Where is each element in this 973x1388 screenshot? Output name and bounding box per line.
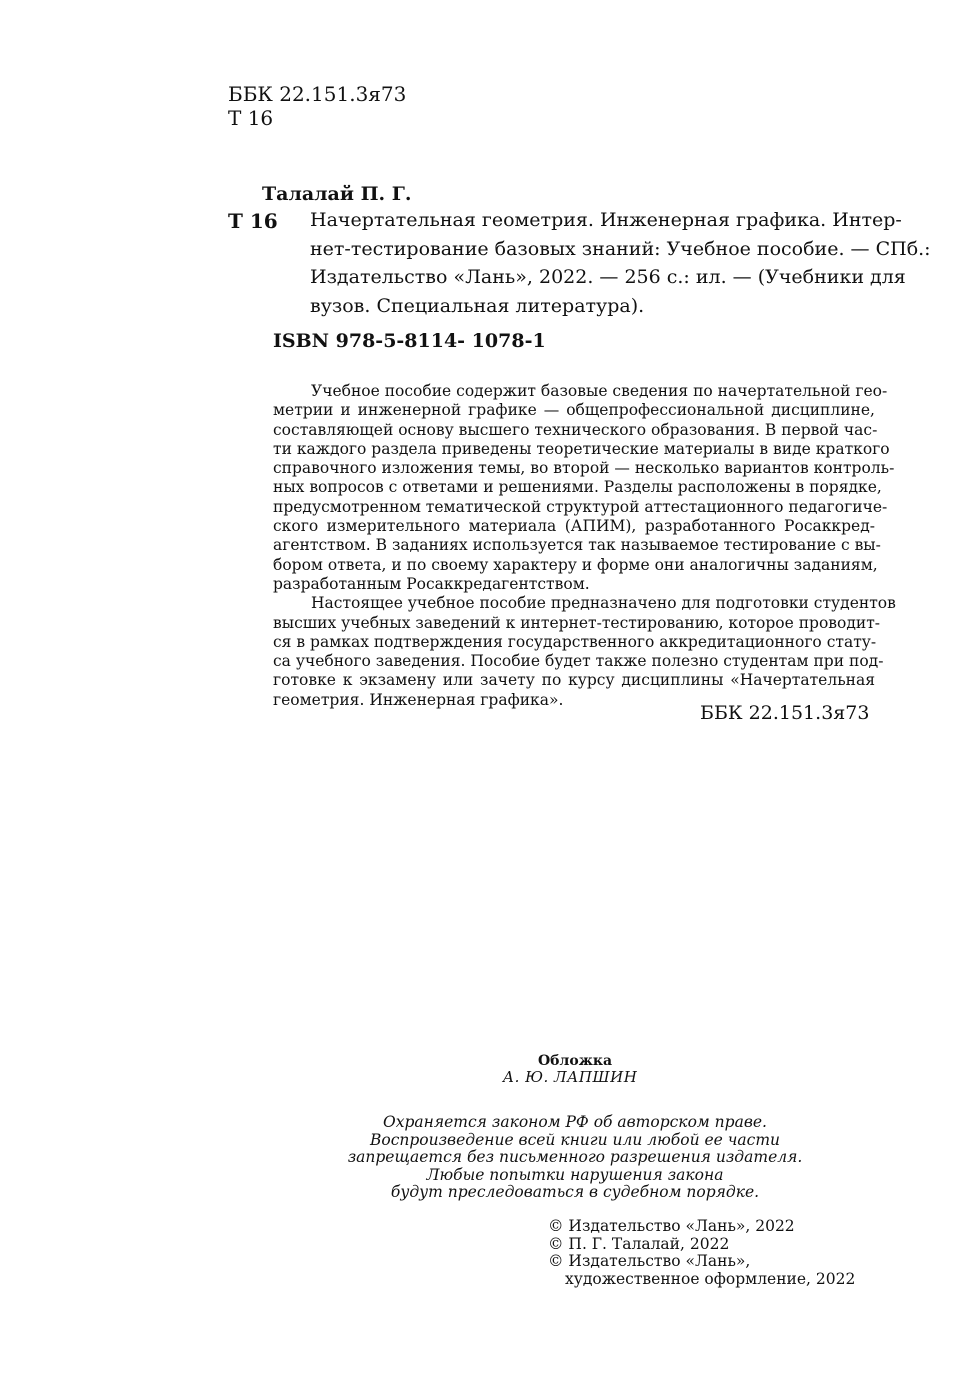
- biblio-line: Издательство «Лань», 2022. — 256 с.: ил. — (Учебники для: [310, 266, 906, 288]
- copyright-line: © Издательство «Лань»,: [548, 1252, 751, 1271]
- abstract-line: геометрия. Инженерная графика».: [273, 690, 564, 709]
- abstract-line: разработанным Росаккредагентством.: [273, 574, 590, 593]
- abstract-line: Настоящее учебное пособие предназначено для подготовки студентов: [311, 594, 896, 613]
- abstract-line: ти каждого раздела приведены теоретические материалы в виде краткого: [273, 439, 890, 458]
- abstract-line: метрии и инженерной графике — общепрофессиональной дисциплине,: [273, 401, 875, 420]
- abstract-line: бором ответа, и по своему характеру и форме они аналогичны заданиям,: [273, 555, 878, 574]
- abstract-line: высших учебных заведений к интернет-тестированию, которое проводит-: [273, 613, 881, 632]
- copyright-line: художественное оформление, 2022: [565, 1269, 856, 1288]
- abstract-line: готовке к экзамену или зачету по курсу дисциплины «Начертательная: [273, 671, 875, 690]
- bibliographic-description: [310, 206, 931, 320]
- legal-line: Воспроизведение всей книги или любой ее части: [369, 1130, 781, 1149]
- bbk-code-bottom: ББК 22.151.3я73: [700, 702, 870, 724]
- abstract-line: са учебного заведения. Пособие будет также полезно студентам при под-: [273, 652, 884, 671]
- biblio-line: нет-тестирование базовых знаний: Учебное пособие. — СПб.:: [310, 237, 931, 260]
- abstract-line: ся в рамках подтверждения государственного аккредитационного стату-: [273, 632, 877, 651]
- abstract-line: агентством. В заданиях используется так называемое тестирование с вы-: [273, 536, 881, 555]
- legal-notice: [330, 1114, 820, 1202]
- copyright-line: © Издательство «Лань», 2022: [548, 1217, 795, 1235]
- copyright-line: © П. Г. Талалай, 2022: [548, 1234, 730, 1253]
- legal-line: будут преследоваться в судебном порядке.: [390, 1183, 760, 1201]
- cutter-mark-top: Т 16: [228, 106, 274, 130]
- legal-line: Любые попытки нарушения закона: [426, 1165, 724, 1184]
- abstract-line: ского измерительного материала (АПИМ), разработанного Росаккред-: [273, 517, 875, 536]
- cover-artist: А. Ю. ЛАПШИН: [502, 1068, 638, 1086]
- abstract-line: предусмотренном тематической структурой аттестационного педагогиче-: [273, 497, 888, 516]
- bbk-code-top: ББК 22.151.3я73: [228, 82, 407, 106]
- legal-line: запрещается без письменного разрешения издателя.: [347, 1148, 803, 1166]
- abstract-line: справочного изложения темы, во второй — несколько вариантов контроль-: [273, 459, 895, 478]
- biblio-line: вузов. Специальная литература).: [310, 294, 645, 317]
- legal-line: Охраняется законом РФ об авторском праве.: [383, 1113, 767, 1131]
- abstract-line: ных вопросов с ответами и решениями. Разделы расположены в порядке,: [273, 478, 882, 497]
- abstract: [273, 382, 896, 710]
- abstract-line: Учебное пособие содержит базовые сведения по начертательной гео-: [311, 382, 888, 400]
- bbk-header: [228, 82, 406, 130]
- cover-label: Обложка: [537, 1053, 613, 1069]
- isbn: ISBN 978-5-8114- 1078-1: [273, 330, 546, 352]
- abstract-line: составляющей основу высшего технического образования. В первой час-: [273, 420, 878, 439]
- biblio-line: Начертательная геометрия. Инженерная графика. Интер-: [310, 209, 902, 231]
- author-name: Талалай П. Г.: [262, 183, 412, 205]
- copyright-block: [548, 1218, 855, 1288]
- cutter-mark: Т 16: [228, 209, 278, 233]
